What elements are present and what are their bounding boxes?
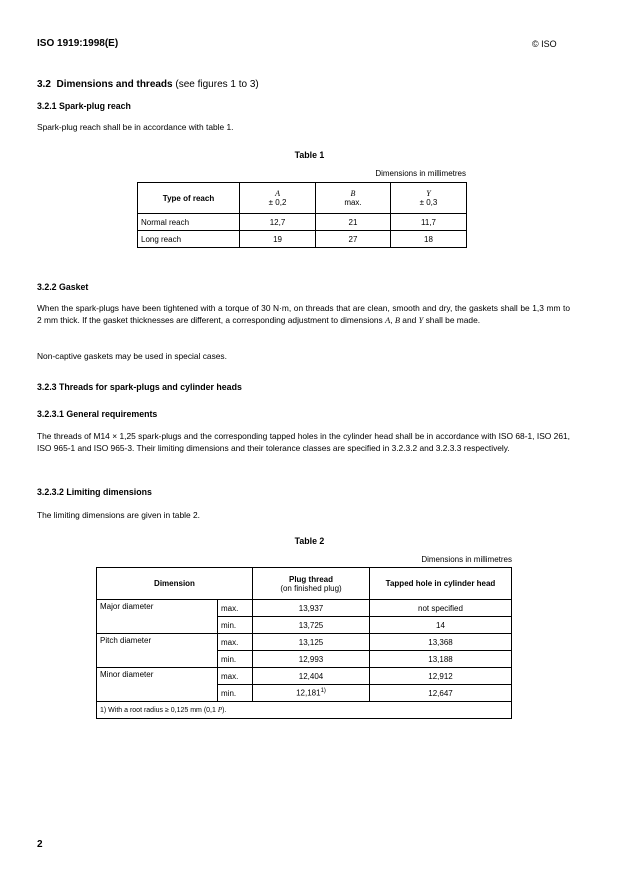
table-1: [137, 182, 467, 248]
copyright: © ISO: [532, 39, 557, 49]
table-2-units: Dimensions in millimetres: [421, 555, 512, 564]
section-3-2-3-1-heading: 3.2.3.1 General requirements: [37, 409, 158, 419]
table-1-title: Table 1: [294, 150, 325, 160]
section-3-2-heading: 3.2 Dimensions and threads (see figures 1 to 3): [37, 79, 259, 90]
table-row: Minor diameter max. 12,404 12,912: [97, 668, 512, 685]
table-2: [96, 567, 512, 719]
header-cell: Dimension: [97, 568, 253, 600]
section-3-2-3-heading: 3.2.3 Threads for spark-plugs and cylinder heads: [37, 382, 242, 392]
table-row: Pitch diameter max. 13,125 13,368: [97, 634, 512, 651]
section-3-2-1-heading: 3.2.1 Spark-plug reach: [37, 101, 131, 111]
header-cell: Type of reach: [138, 183, 240, 214]
footnote-mark: 1): [320, 688, 326, 695]
table-row: Long reach 19 27 18: [138, 231, 467, 248]
table-row: Normal reach 12,7 21 11,7: [138, 214, 467, 231]
section-3-2-2-heading: 3.2.2 Gasket: [37, 282, 89, 292]
paragraph: When the spark-plugs have been tightened with a torque of 30 N·m, on threads that are clean, smooth and dry, the gaskets shall be 1,3 mm to 2 mm thick. If the gasket thicknesses are different, a corresponding adjustment to dimensions A, B and Y shall be made.: [37, 303, 570, 325]
paragraph: The threads of M14 × 1,25 spark-plugs and the corresponding tapped holes in the cylinder head shall be in accordance with ISO 68-1, ISO 261, ISO 965-1 and ISO 965-3. Their limiting dimensions and their tolerance classes are specified in 3.2.3.2 and 3.2.3.3 respectively.: [37, 431, 570, 453]
document-id: ISO 1919:1998(E): [37, 38, 119, 49]
header-cell: B max.: [316, 183, 391, 214]
header-cell: A ± 0,2: [240, 183, 316, 214]
section-3-2-3-2-heading: 3.2.3.2 Limiting dimensions: [37, 487, 152, 497]
table-footnote: 1) With a root radius ≥ 0,125 mm (0,1 P).: [97, 702, 512, 719]
header-cell: Y ± 0,3: [390, 183, 466, 214]
table-row: min. 12,993 13,188: [97, 651, 512, 668]
table-row: min. 13,725 14: [97, 617, 512, 634]
header-cell: Tapped hole in cylinder head: [370, 568, 512, 600]
paragraph: Spark-plug reach shall be in accordance with table 1.: [37, 122, 234, 132]
header-cell: Plug thread (on finished plug): [253, 568, 370, 600]
table-2-title: Table 2: [294, 536, 325, 546]
paragraph: The limiting dimensions are given in table 2.: [37, 510, 200, 520]
table-row: Major diameter max. 13,937 not specified: [97, 600, 512, 617]
table-row: min. 12,181$^{1)}$ 12,647: [97, 685, 512, 702]
cell-with-footnote: 12,181$^{1)}$: [253, 685, 370, 702]
paragraph: Non-captive gaskets may be used in special cases.: [37, 351, 227, 361]
page-number: 2: [37, 839, 43, 850]
table-1-units: Dimensions in millimetres: [375, 169, 466, 178]
